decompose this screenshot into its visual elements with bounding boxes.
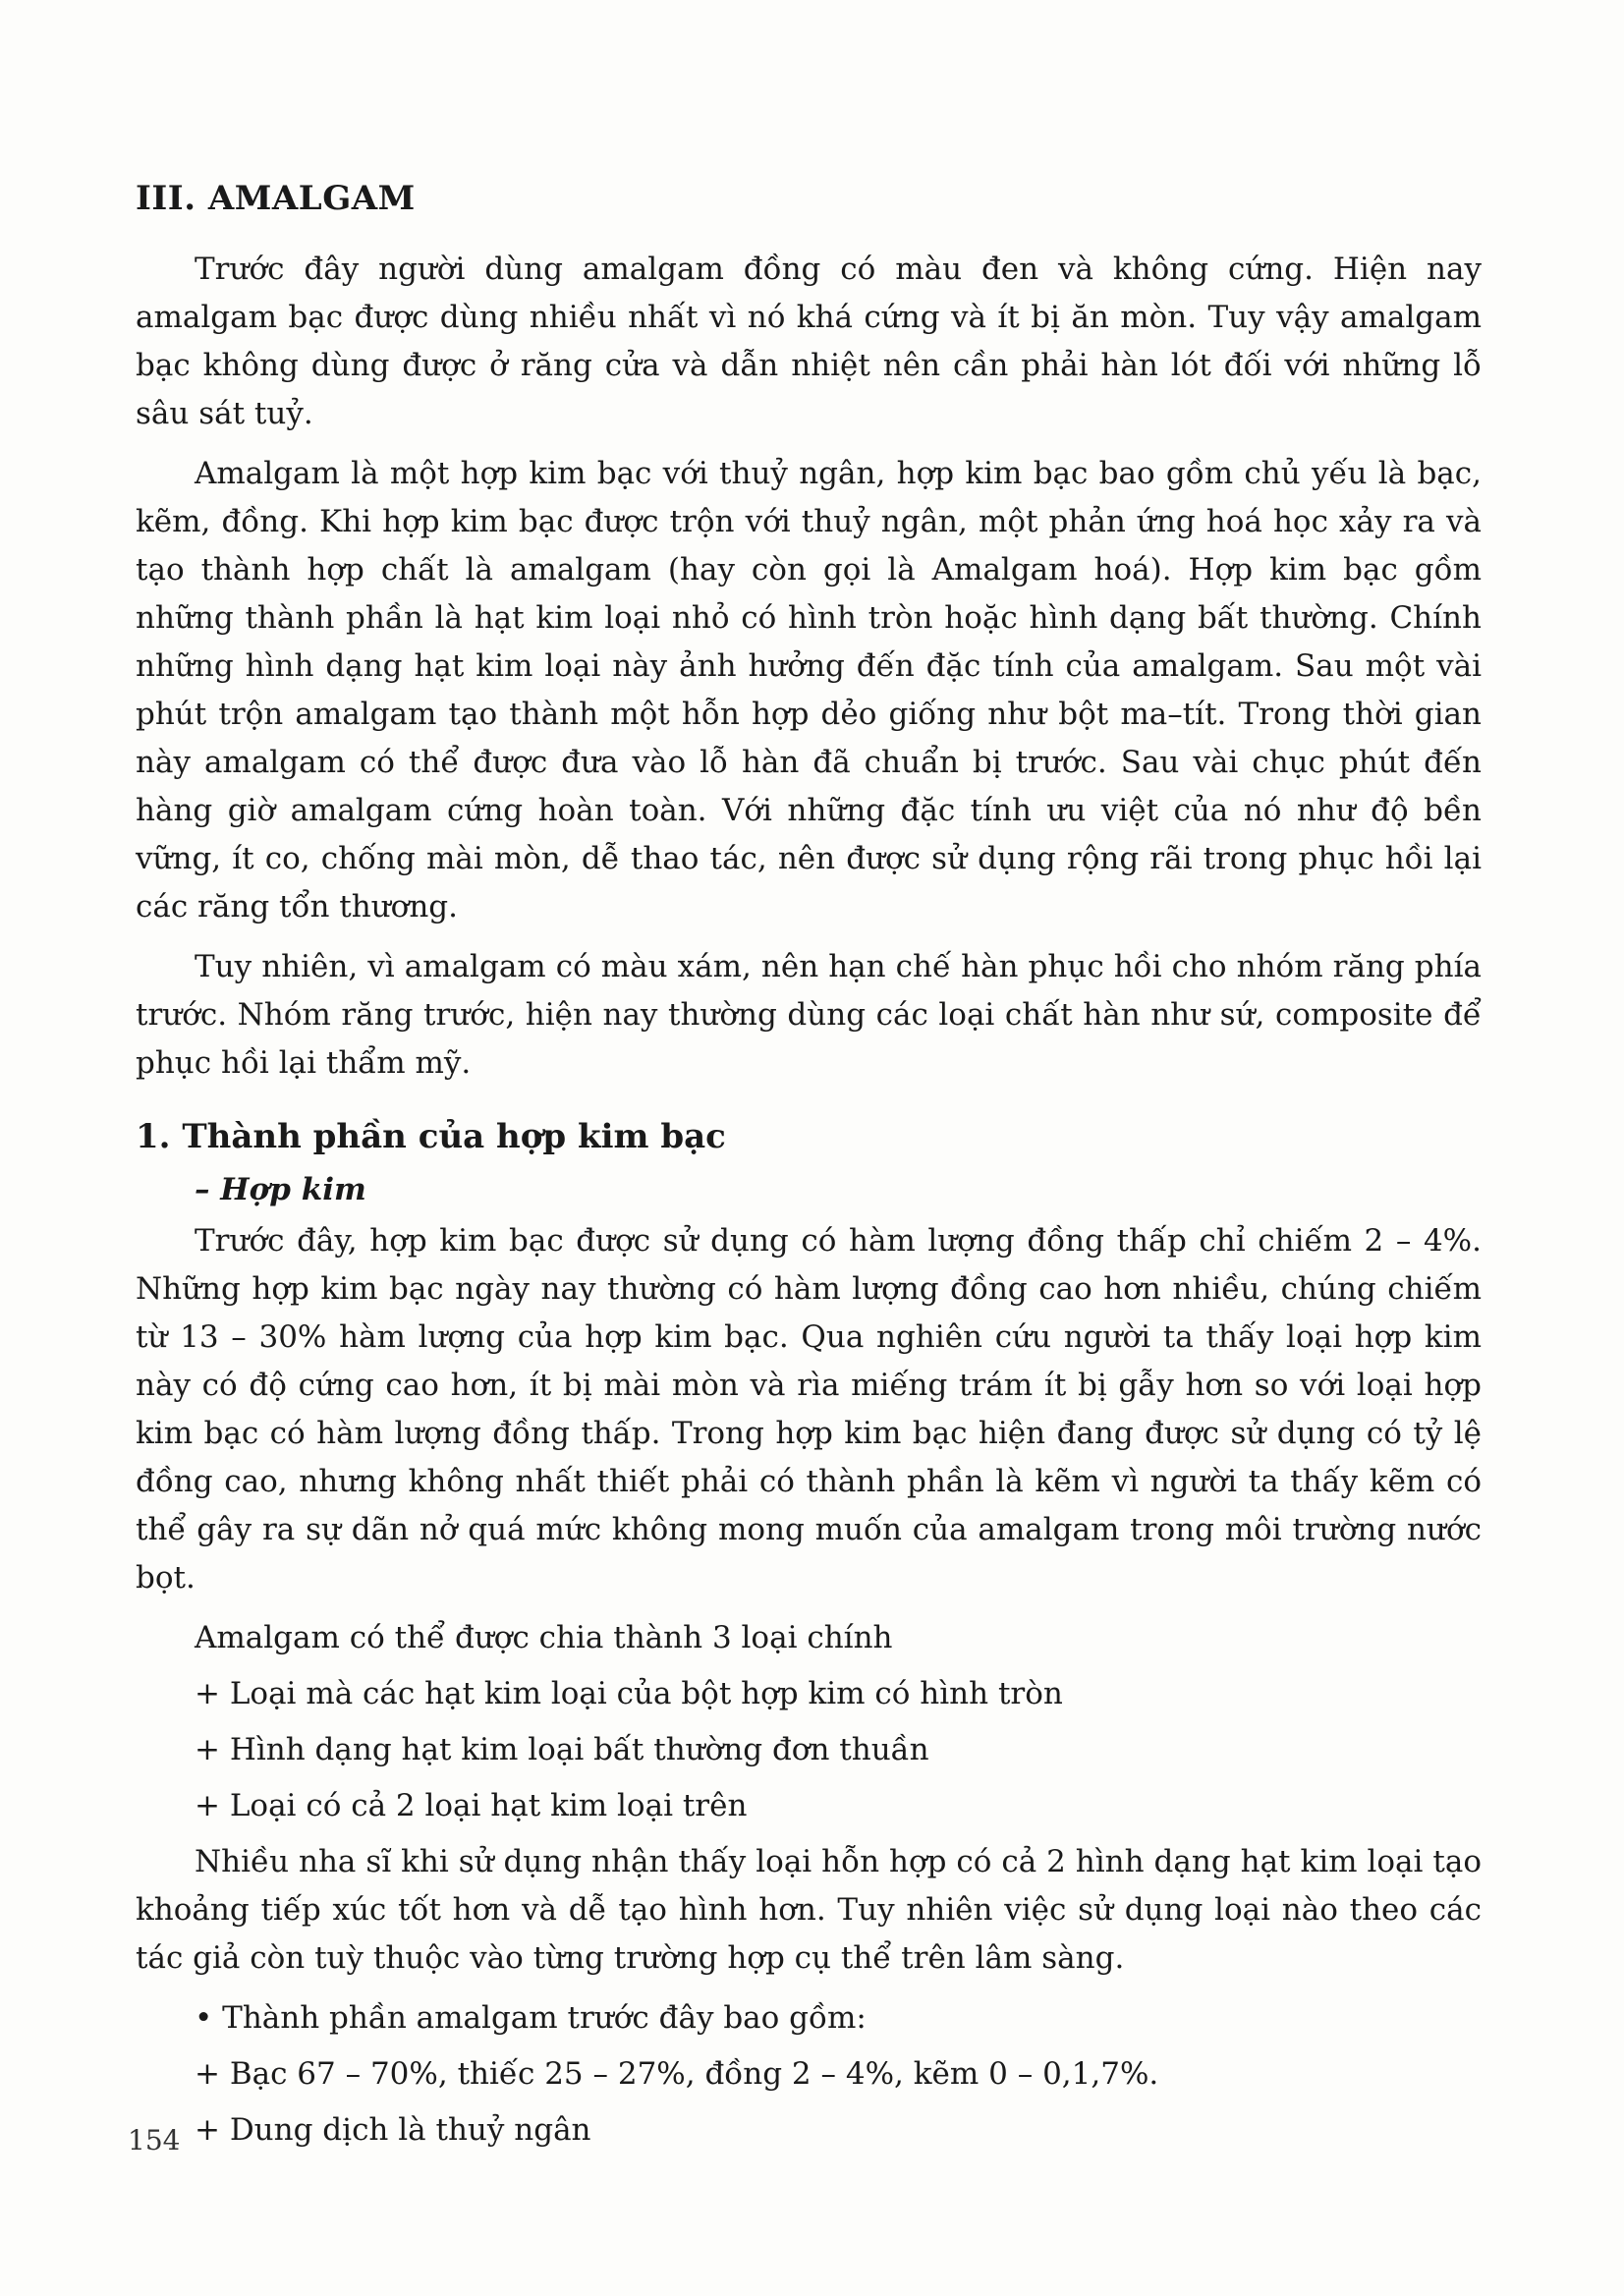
subsection-title: 1. Thành phần của hợp kim bạc <box>136 1117 726 1156</box>
types-intro: Amalgam có thể được chia thành 3 loại chính <box>195 1620 893 1655</box>
composition-item-1: + Bạc 67 – 70%, thiếc 25 – 27%, đồng 2 – 4%, kẽm 0 – 0,1,7%. <box>195 2056 1159 2092</box>
type-item-1: + Loại mà các hạt kim loại của bột hợp kim có hình tròn <box>195 1676 1063 1711</box>
composition-heading: • Thành phần amalgam trước đây bao gồm: <box>195 2000 867 2036</box>
page-number: 154 <box>128 2124 181 2156</box>
intro-paragraph-3: Tuy nhiên, vì amalgam có màu xám, nên hạn chế hàn phục hồi cho nhóm răng phía trước. Nhóm răng trước, hiện nay thường dùng các loại chất hàn như sứ, composite để phục hồi lại thẩm mỹ. <box>136 949 1482 1081</box>
alloy-paragraph: Trước đây, hợp kim bạc được sử dụng có hàm lượng đồng thấp chỉ chiếm 2 – 4%. Những hợp kim bạc ngày nay thường có hàm lượng đồng cao hơn nhiều, chúng chiếm từ 13 – 30% hàm lượng của hợp kim bạc. Qua nghiên cứu người ta thấy loại hợp kim này có độ cứng cao hơn, ít bị mài mòn và rìa miếng trám ít bị gẫy hơn so với loại hợp kim bạc có hàm lượng đồng thấp. Trong hợp kim bạc hiện đang được sử dụng có tỷ lệ đồng cao, nhưng không nhất thiết phải có thành phần là kẽm vì người ta thấy kẽm có thể gây ra sự dãn nở quá mức không mong muốn của amalgam trong môi trường nước bọt. <box>136 1223 1482 1596</box>
type-item-3: + Loại có cả 2 loại hạt kim loại trên <box>195 1788 748 1823</box>
section-title: III. AMALGAM <box>136 179 416 218</box>
intro-paragraph-1: Trước đây người dùng amalgam đồng có màu đen và không cứng. Hiện nay amalgam bạc được dùng nhiều nhất vì nó khá cứng và ít bị ăn mòn. Tuy vậy amalgam bạc không dùng được ở răng cửa và dẫn nhiệt nên cần phải hàn lót đối với những lỗ sâu sát tuỷ. <box>136 252 1482 431</box>
dentist-paragraph: Nhiều nha sĩ khi sử dụng nhận thấy loại hỗn hợp có cả 2 hình dạng hạt kim loại tạo khoảng tiếp xúc tốt hơn và dễ tạo hình hơn. Tuy nhiên việc sử dụng loại nào theo các tác giả còn tuỳ thuộc vào từng trường hợp cụ thể trên lâm sàng. <box>136 1844 1482 1976</box>
composition-item-2: + Dung dịch là thuỷ ngân <box>195 2112 591 2148</box>
type-item-2: + Hình dạng hạt kim loại bất thường đơn thuần <box>195 1732 929 1767</box>
subsubsection-title: – Hợp kim <box>195 1172 366 1207</box>
page-content <box>136 179 1482 2162</box>
intro-paragraph-2: Amalgam là một hợp kim bạc với thuỷ ngân, hợp kim bạc bao gồm chủ yếu là bạc, kẽm, đồng. Khi hợp kim bạc được trộn với thuỷ ngân, một phản ứng hoá học xảy ra và tạo thành hợp chất là amalgam (hay còn gọi là Amalgam hoá). Hợp kim bạc gồm những thành phần là hạt kim loại nhỏ có hình tròn hoặc hình dạng bất thường. Chính những hình dạng hạt kim loại này ảnh hưởng đến đặc tính của amalgam. Sau một vài phút trộn amalgam tạo thành một hỗn hợp dẻo giống như bột ma–tít. Trong thời gian này amalgam có thể được đưa vào lỗ hàn đã chuẩn bị trước. Sau vài chục phút đến hàng giờ amalgam cứng hoàn toàn. Với những đặc tính ưu việt của nó như độ bền vững, ít co, chống mài mòn, dễ thao tác, nên được sử dụng rộng rãi trong phục hồi lại các răng tổn thương. <box>136 456 1482 924</box>
